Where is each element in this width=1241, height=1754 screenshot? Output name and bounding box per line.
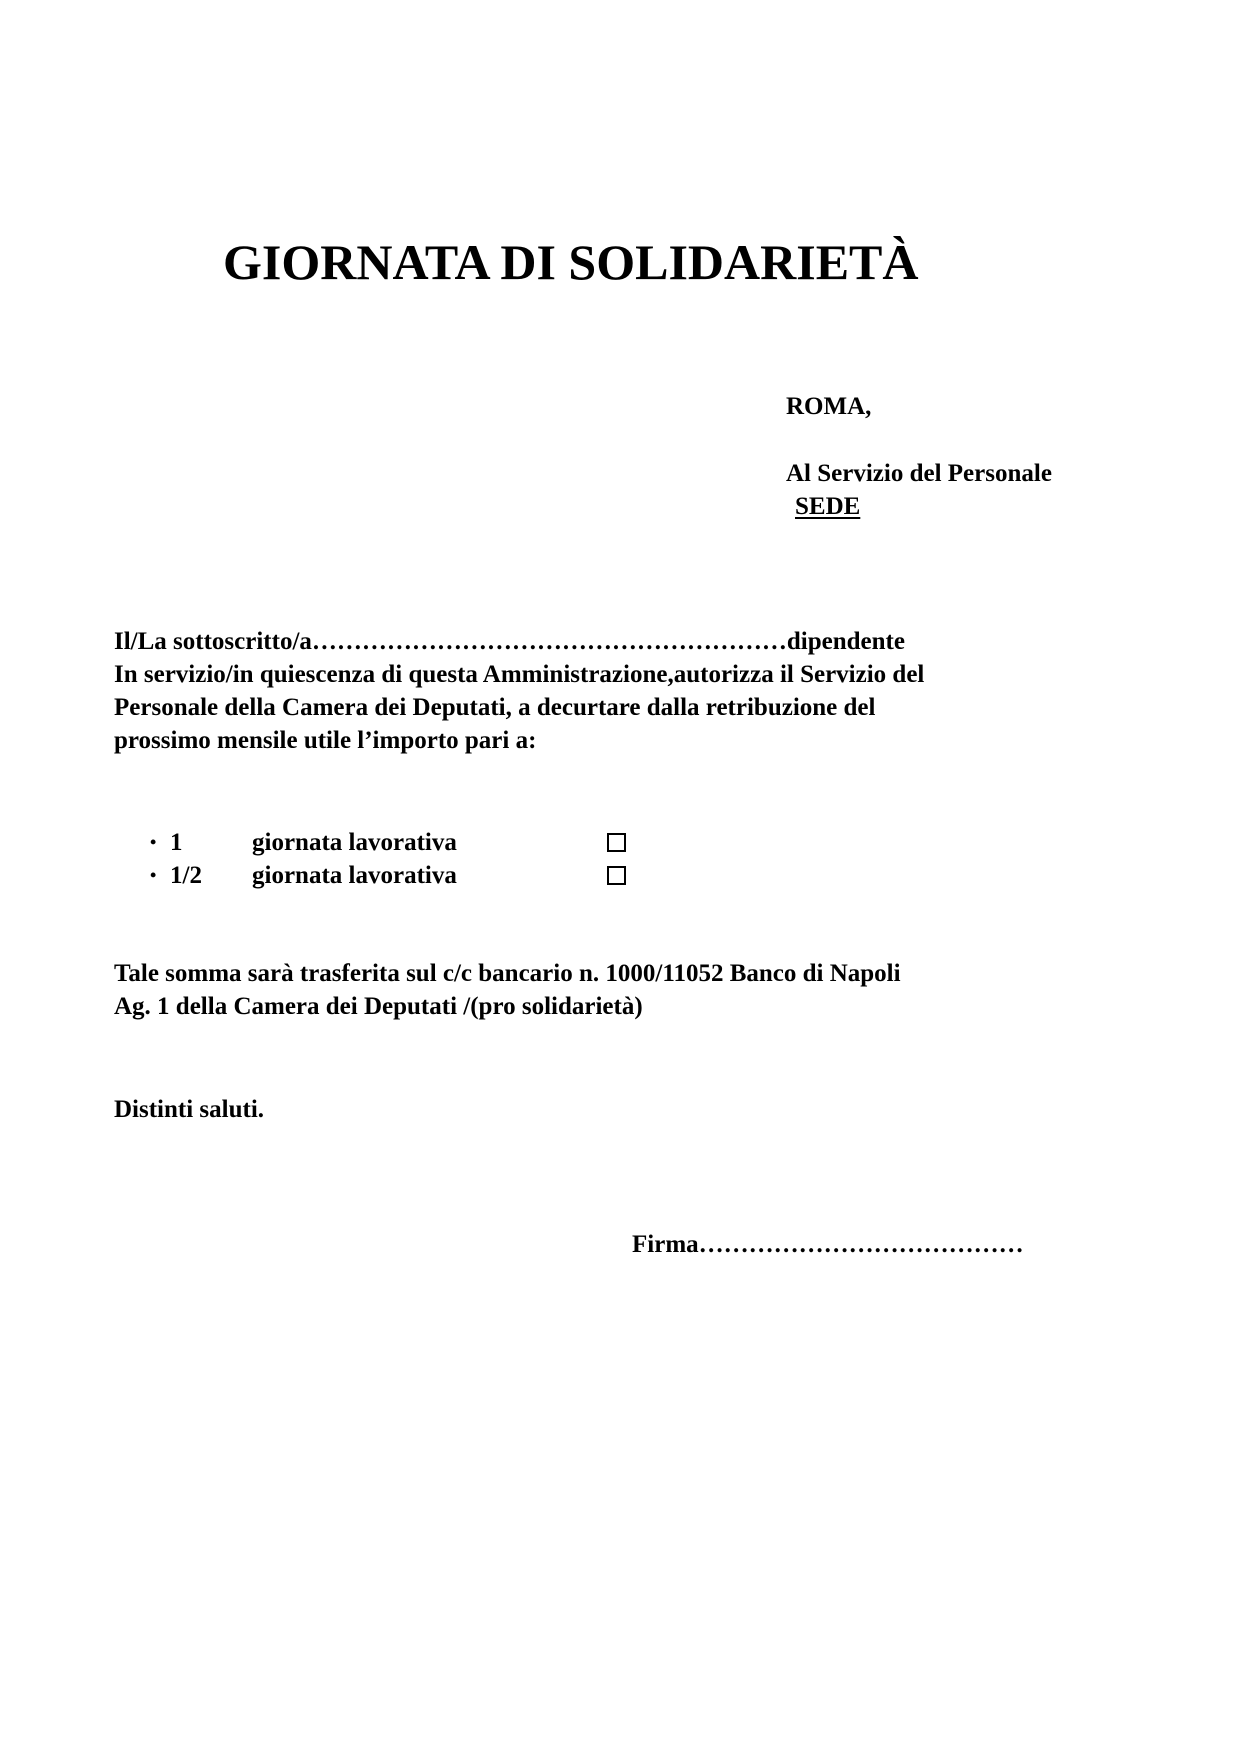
paragraph-line: prossimo mensile utile l’importo pari a:	[114, 727, 537, 754]
option-half-day	[150, 859, 650, 892]
city-line: ROMA,	[786, 393, 872, 420]
signature-line: Firma…………………………………	[632, 1231, 1024, 1258]
recipient-line: Al Servizio del Personale	[786, 460, 1052, 487]
option-full-day	[150, 826, 650, 859]
transfer-paragraph	[114, 957, 901, 1023]
option-label: giornata lavorativa	[252, 829, 457, 856]
option-amount: 1	[170, 829, 183, 856]
paragraph-line: In servizio/in quiescenza di questa Amministrazione,autorizza il Servizio del	[114, 661, 925, 688]
checkbox-full-day[interactable]	[607, 833, 626, 852]
recipient-sede: SEDE	[795, 493, 861, 520]
checkbox-half-day[interactable]	[607, 866, 626, 885]
authorization-paragraph	[114, 625, 1074, 757]
paragraph-line: Il/La sottoscritto/a…………………………………………………dipendente	[114, 628, 905, 655]
amount-options-list	[150, 826, 650, 892]
transfer-line: Tale somma sarà trasferita sul c/c bancario n. 1000/11052 Banco di Napoli	[114, 960, 901, 987]
bullet-icon: •	[150, 832, 157, 852]
bullet-icon: •	[150, 865, 157, 885]
option-label: giornata lavorativa	[252, 862, 457, 889]
option-amount: 1/2	[170, 862, 202, 889]
document-title: GIORNATA DI SOLIDARIETÀ	[223, 234, 919, 290]
transfer-line: Ag. 1 della Camera dei Deputati /(pro solidarietà)	[114, 993, 643, 1020]
closing-greeting: Distinti saluti.	[114, 1096, 265, 1123]
paragraph-line: Personale della Camera dei Deputati, a decurtare dalla retribuzione del	[114, 694, 876, 721]
